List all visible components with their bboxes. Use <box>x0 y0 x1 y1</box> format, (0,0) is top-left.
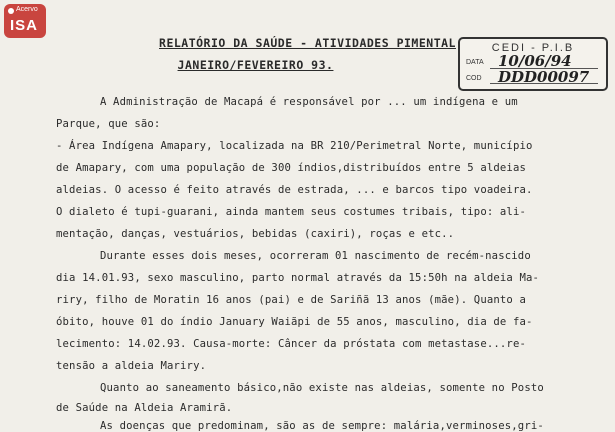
stamp-cod-value: DDD00097 <box>498 68 590 86</box>
body-line: de Amapary, com uma população de 300 índios,distribuídos entre 5 aldeias <box>56 162 527 174</box>
report-title: RELATÓRIO DA SAÚDE - ATIVIDADES PIMENTAL <box>159 36 456 50</box>
acervo-isa-logo <box>4 4 46 38</box>
body-line: A Administração de Macapá é responsável por ... um indígena e um <box>100 96 518 108</box>
body-line: de Saúde na Aldeia Aramirã. <box>56 402 233 414</box>
body-line: aldeias. O acesso é feito através de estrada, ... e barcos tipo voadeira. <box>56 184 533 196</box>
body-line: lecimento: 14.02.93. Causa-morte: Câncer da próstata com metastase...re- <box>56 338 527 350</box>
body-line: - Área Indígena Amapary, localizada na BR 210/Perimetral Norte, município <box>56 140 533 152</box>
body-line: tensão a aldeia Mariry. <box>56 360 207 372</box>
body-line: Quanto ao saneamento básico,não existe nas aldeias, somente no Posto <box>100 382 544 394</box>
logo-dot <box>8 8 14 14</box>
logo-top-text: Acervo <box>16 6 38 13</box>
report-period: JANEIRO/FEVEREIRO 93. <box>177 58 334 72</box>
body-line: mentação, danças, vestuários, bebidas (caxiri), roças e etc.. <box>56 228 455 240</box>
stamp-title: CEDI - P.I.B <box>491 42 575 54</box>
body-line: O dialeto é tupi-guarani, ainda mantem seus costumes tribais, tipo: ali- <box>56 206 527 218</box>
stamp-date-value: 10/06/94 <box>498 52 572 70</box>
body-line: óbito, houve 01 do índio January Waiãpi de 55 anos, masculino, dia de fa- <box>56 316 533 328</box>
stamp-date-label: DATA <box>466 59 484 66</box>
logo-isa-text: ISA <box>10 17 39 34</box>
stamp-cod-label: COD <box>466 75 482 82</box>
body-line: As doenças que predominam, são as de sempre: malária,verminoses,gri- <box>100 420 544 432</box>
body-line: riry, filho de Moratin 16 anos (pai) e de Sariñã 13 anos (mãe). Quanto a <box>56 294 527 306</box>
cedi-pib-stamp <box>458 37 608 91</box>
body-line: dia 14.01.93, sexo masculino, parto normal através da 15:50h na aldeia Ma- <box>56 272 540 284</box>
body-line: Durante esses dois meses, ocorreram 01 nascimento de recém-nascido <box>100 250 531 262</box>
body-line: Parque, que são: <box>56 118 161 130</box>
